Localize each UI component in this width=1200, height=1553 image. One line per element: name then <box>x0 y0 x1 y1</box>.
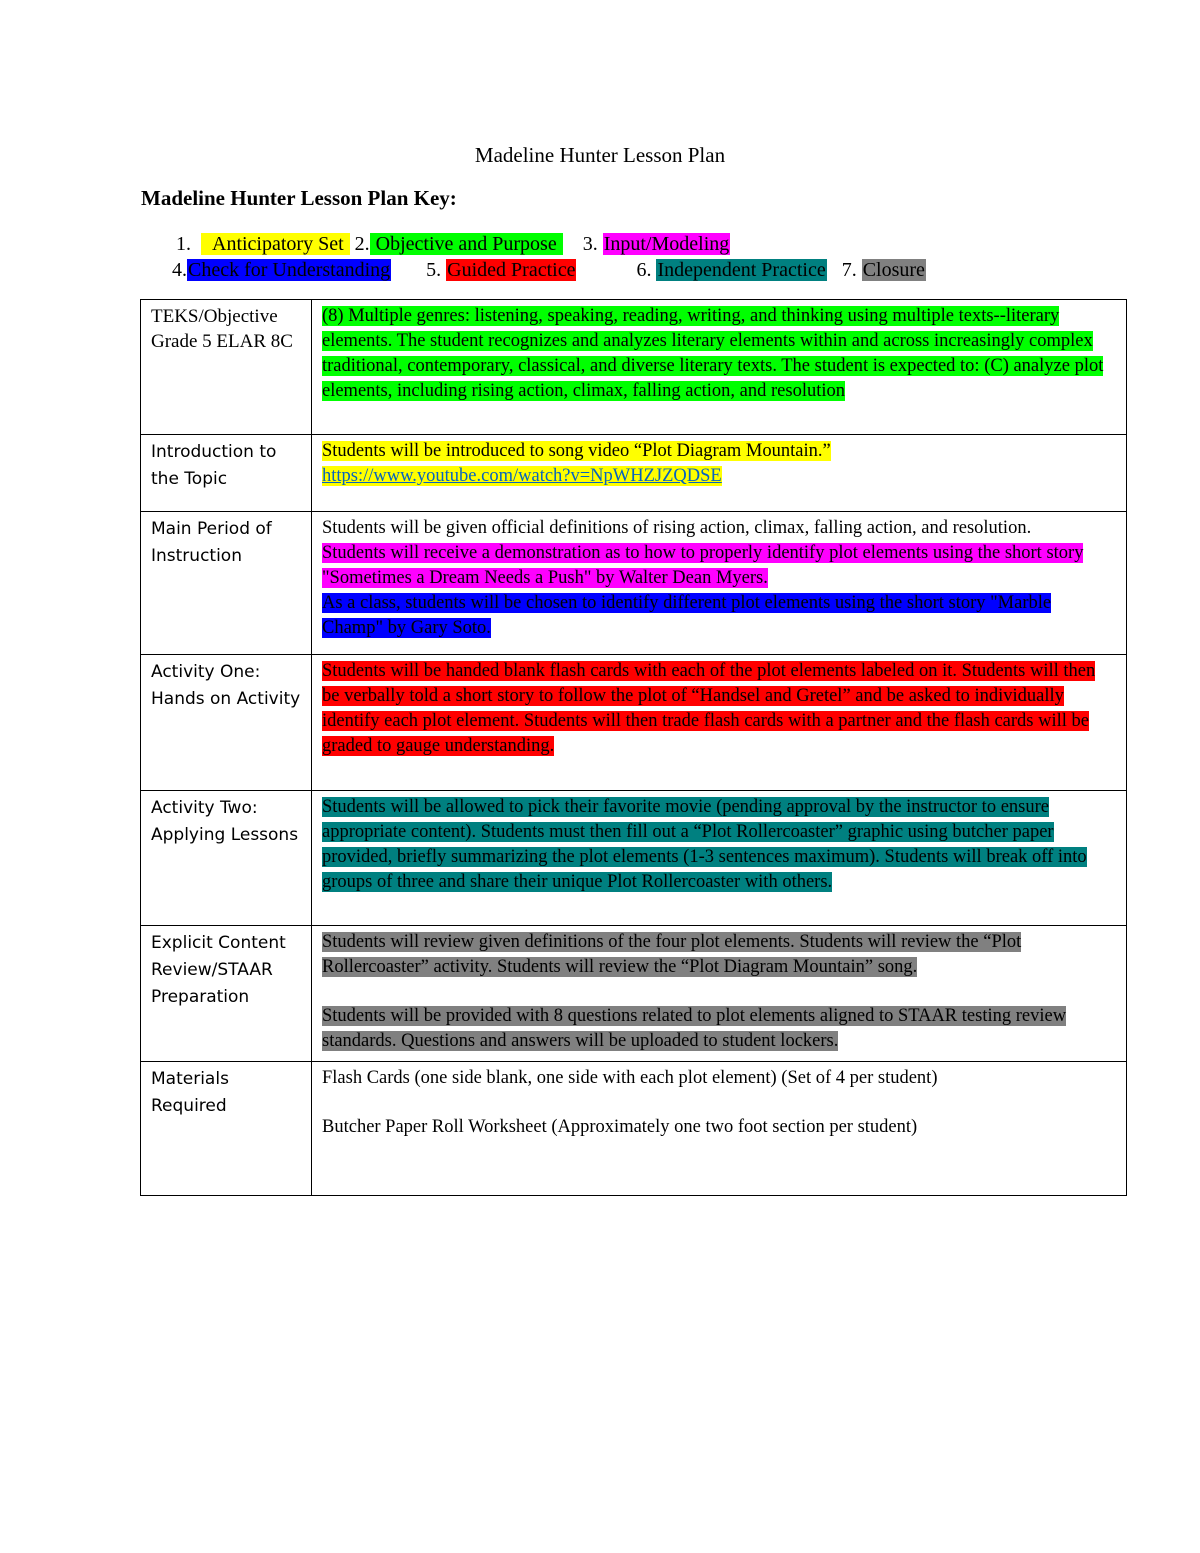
row-content-activity-two <box>312 791 1127 926</box>
document-title: Madeline Hunter Lesson Plan <box>474 143 726 167</box>
table-row-activity-two <box>141 791 1127 926</box>
key-guided-practice: Guided Practice <box>447 259 576 281</box>
table-row-activity-one <box>141 655 1127 791</box>
key-line-1 <box>176 232 730 256</box>
main-class-practice-text: As a class, students will be chosen to identify different plot elements using the short story "Marble Champ" by Gary Soto. <box>322 593 1052 638</box>
key-check-understanding: Check for Understanding <box>188 259 391 281</box>
key-objective-purpose: Objective and Purpose <box>370 233 563 255</box>
row-content-intro <box>312 435 1127 512</box>
materials-flash-cards: Flash Cards (one side blank, one side with each plot element) (Set of 4 per student) <box>322 1068 938 1088</box>
main-demonstration-text: Students will receive a demonstration as to how to properly identify plot elements using the short story "Sometimes a Dream Needs a Push" by Walter Dean Myers. <box>322 543 1084 588</box>
lesson-plan-table <box>140 299 1127 1196</box>
row-label-activity-one: Activity One: Hands on Activity <box>141 655 312 791</box>
key-number-7: 7. <box>841 259 857 281</box>
row-content-review <box>312 926 1127 1062</box>
activity-one-text: Students will be handed blank flash cards with each of the plot elements labeled on it. Students will then be verbally told a short story to follow the plot of “Handsel and Gretel” and be asked to individually identify each plot element. Students will then trade flash cards with a partner and the flash cards will be graded to gauge understanding. <box>322 661 1096 756</box>
intro-text: Students will be introduced to song video “Plot Diagram Mountain.” <box>322 441 831 461</box>
review-text-2: Students will be provided with 8 questions related to plot elements aligned to STAAR testing review standards. Questions and answers will be uploaded to student lockers. <box>322 1006 1067 1051</box>
row-content-materials <box>312 1062 1127 1196</box>
row-content-teks <box>312 300 1127 435</box>
key-independent-practice: Independent Practice <box>657 259 826 281</box>
youtube-link[interactable]: https://www.youtube.com/watch?v=NpWHZJZQDSE <box>322 466 722 486</box>
table-row-intro <box>141 435 1127 512</box>
main-definitions-text: Students will be given official definitions of rising action, climax, falling action, and resolution. <box>322 518 1032 538</box>
key-heading: Madeline Hunter Lesson Plan Key: <box>141 186 457 210</box>
key-input-modeling: Input/Modeling <box>603 233 730 255</box>
table-row-review <box>141 926 1127 1062</box>
key-number-3: 3. <box>582 233 598 255</box>
row-label-materials: Materials Required <box>141 1062 312 1196</box>
teks-objective-text: (8) Multiple genres: listening, speaking, reading, writing, and thinking using multiple texts--literary elements. The student recognizes and analyzes literary elements within and across increasingly complex traditional, contemporary, classical, and diverse literary texts. The student is expected to: (C) analyze plot elements, including rising action, climax, falling action, and resolution <box>322 306 1104 401</box>
key-number-5: 5. <box>426 259 442 281</box>
key-line-2 <box>172 258 926 282</box>
review-text-1: Students will review given definitions of the four plot elements. Students will review the “Plot Rollercoaster” activity. Students will review the “Plot Diagram Mountain” song. <box>322 932 1022 977</box>
row-label-teks: TEKS/Objective Grade 5 ELAR 8C <box>141 300 312 435</box>
table-row-teks <box>141 300 1127 435</box>
key-number-6: 6. <box>636 259 652 281</box>
key-number-2: 2. <box>354 233 370 255</box>
activity-two-text: Students will be allowed to pick their favorite movie (pending approval by the instructor to ensure appropriate content). Students must then fill out a “Plot Rollercoaster” graphic using butcher paper provided, briefly summarizing the plot elements (1-3 sentences maximum). Students will break off into groups of three and share their unique Plot Rollercoaster with others. <box>322 797 1087 892</box>
row-label-intro: Introduction to the Topic <box>141 435 312 512</box>
materials-butcher-paper: Butcher Paper Roll Worksheet (Approximately one two foot section per student) <box>322 1117 918 1137</box>
row-label-main: Main Period of Instruction <box>141 512 312 655</box>
table-row-materials <box>141 1062 1127 1196</box>
row-content-activity-one <box>312 655 1127 791</box>
key-anticipatory-set: Anticipatory Set <box>201 233 350 255</box>
row-label-activity-two: Activity Two: Applying Lessons <box>141 791 312 926</box>
key-closure: Closure <box>862 259 925 281</box>
row-content-main <box>312 512 1127 655</box>
key-number-1: 1. <box>176 233 191 255</box>
table-row-main <box>141 512 1127 655</box>
key-number-4: 4. <box>172 259 187 281</box>
row-label-review: Explicit Content Review/STAAR Preparation <box>141 926 312 1062</box>
